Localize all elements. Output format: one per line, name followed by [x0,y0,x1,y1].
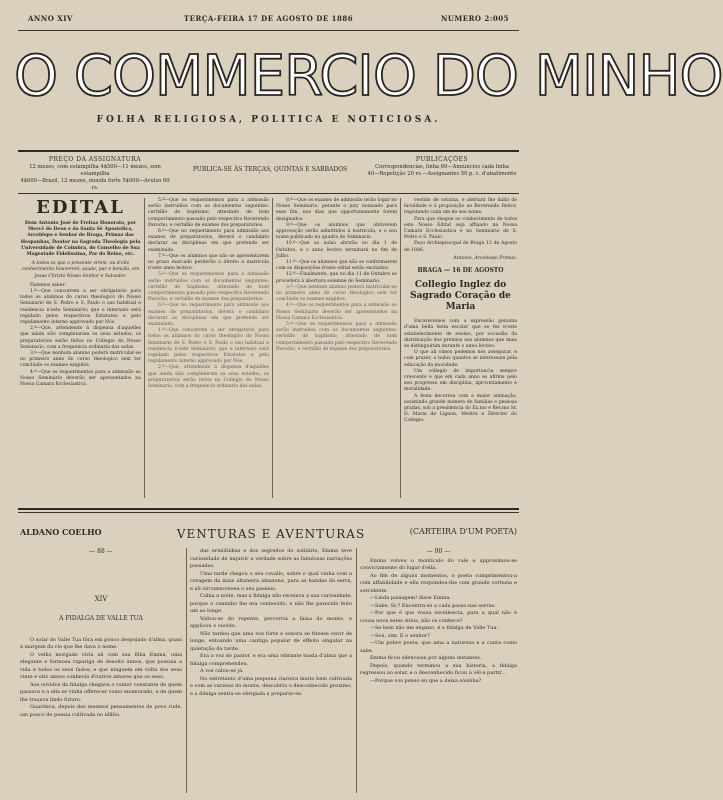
feuil-c3-para-6: —Se bem não me engano, é a fidalga de Valle Tua. [370,625,499,631]
feuil-c1-para-3: Aos ouvidos da fidalga chegava o rumor constante de quem passava e a ella se vinha offerecer como enamorado, e de quem lhe traçava lindo futuro. [20,681,182,703]
feuil-c1-para-4: Guardava, depois dos mesmos pensamentos de povo rude, um pouco de poesia cultivada no idillio. [20,704,182,718]
feuil-c2-para-6: Era a voz do pastor, e era uma vibrante toada d'alma que a fidalga comprehendeu. [190,653,352,667]
column-fade [276,492,397,498]
edital-title: EDITAL [36,197,125,218]
col2-para-1: 5.º—Que os requerimentos para a admissão serão instruidos com os documentos seguintes: certidão de baptismo, attestado de bom comportamento passado pelo respectivo Reverendo Parocho, e certidão de exames dos preparatorios. [148,198,269,228]
col2-para-7: 2.º—Que, attendendo á dispensa d'aquelles que ainda não completaram os seus estudos, os preparatorios serão feitos no Collegio do Nosso Seminario, com a frequencia ordinaria das aulas. [148,365,269,390]
feuilleton-page-right: — 90 — [426,548,451,555]
feuilleton-rule-thin [18,512,519,513]
column-divider [400,198,401,498]
front-columns [20,198,517,498]
feuil-c3-para-10: Depois, quando terminou a sua historia, a fidalga regressou ao solar, e o desconhecido ficou a vêl-a partir... [360,662,517,676]
top-rule [18,30,519,31]
column-fade [20,492,141,498]
infobar-rule [18,193,519,194]
edital-body-4: 3.º—Que nenhum alumno poderá matricular-se no primeiro anno do curso theologico sem ter concluido os exames exigidos. [20,351,141,369]
col2-para-3: 7.º—Que os alumnos que não se apresentarem no prazo marcado perderão o direito á matricula n'este anno lectivo. [148,253,269,272]
col3-para-8: 5.º—Que os requerimentos para a admissão serão instruidos com os documentos seguintes: certidão de baptismo, attestado de bom comportamento passado pelo respectivo Reverendo Parocho, e certidão de exames dos preparatorios. [276,322,397,352]
column-1 [20,198,141,498]
publication-days: PUBLICA-SE ÁS TERÇAS, QUINTAS E SABBADOS [192,166,348,173]
feuilleton-title: VENTURAS E AVENTURAS [176,527,366,541]
column-divider [272,198,273,498]
col3-para-2: 9.º—Que os alumnos que obtiverem approvação serão admittidos á matricula, e o seu nome publicado no quadro do Seminario. [276,222,397,241]
feuil-c3-para-11: —Porque vos penso eu que a deixa sósinha? [370,677,482,684]
column-2 [148,198,269,498]
feuil-c1-para-1: O solar do Valle Tua fôra em pouco despojado d'alma, quasi á margem do rio que lhe dava o nome. [20,636,182,650]
feuil-c3-para-7: —Sou, sim. E o senhor? [370,632,430,639]
column-4 [404,198,517,498]
col3-para-3: 10.º—Que as aulas abrirão no dia 1 de Outubro, e o anno lectivo terminará no fim de Julho. [276,241,397,259]
subscription-line-2: 4$000—Brazil, 12 mezes, moeda forte 5$000—Avulso 60 rs. [20,178,170,191]
subscription-price-box [20,156,170,192]
issue-year: ANNO XIV [28,14,73,23]
feuilleton-divider [186,548,187,793]
publications-title: PUBLICAÇÕES [415,156,469,163]
feuilleton-rule [18,508,519,510]
feuil-c2-para-1: das ermidinhas e dos segredos do solitário, Emma teve curiosidade de inquirir a verdade sobre as fabulosas narrações passadas. [190,548,352,569]
publications-box [367,156,517,178]
edital-body-1: Fazemos saber: [30,282,67,288]
col3-para-6: 3.º—Que nenhum alumno poderá matricular-se no primeiro anno do curso theologico sem ter concluido os exames exigidos. [276,284,397,303]
edital-quote: A todos os que o presente virem, ou d'elle conhecimento houverem, saude, paz e benção, em Jesus Christo Nosso Senhor e Salvador. [21,261,140,279]
masthead-rule [18,150,519,152]
edital-body-3: 2.º—Que, attendendo á dispensa d'aquelles que ainda não completaram os seus estudos, os preparatorios serão feitos no Collegio do Nosso Seminario, com a frequencia ordinaria das aulas. [20,326,141,350]
feuilleton-column-1 [20,548,182,793]
braga-para-3: Um collegio de importancia sempre crescente e que em cada anno se afirma pelo seu progresso em disciplina, aproveitamento e moralidade. [404,368,517,393]
col2-para-2: 6.º—Que no requerimento para admissão aos exames de preparatorios, deverá o candidato declarar as disciplinas em que pretende ser examinado. [148,229,269,253]
feuil-c2-para-5: Não tardou que uma voz forte e sonora se fizesse ouvir de longe, entoando uma cantiga popular de effeito singular na quietação da tarde. [190,630,352,652]
feuil-c3-para-9: Emma ficou silenciosa por alguns instantes. [370,655,482,661]
feuil-c3-para-3: —Linda paisagem! disse Emma. [370,595,451,601]
feuil-c3-para-1: Emma volveu o montículo do vale e approximou-se convictamente do lugar d'ella. [360,557,517,571]
feuilleton-column-3 [360,548,517,793]
feuil-c1-para-2: O velho morgado vivia ali com sua filha Emma, uma elegante e formosa rapariga de desoito annos, que possuia a vida e todos os seus fados; e que ninguem em volta dos seus vinte e oito annos conhecia d'outros amores que os seus. [20,651,182,680]
feuil-c2-para-4: Voltou-se do repente, percorria a faixa do monte, e applicou o ouvido. [190,615,352,629]
feuil-c2-para-7: A voz calou-se já. [200,668,244,674]
column-fade [404,492,517,498]
chapter-number: XIV [94,594,108,603]
top-info-line [28,14,509,26]
feuilleton-columns [20,548,517,793]
masthead-subtitle: FOLHA RELIGIOSA, POLITICA E NOTICIOSA. [96,115,441,125]
braga-para-1: Encarecemos com a expressão genuina d'uma bella festa escolar que se fez n'este estabelecimento de ensino, por occasião da distribuição dos premios aos alumnos que mais se distinguiram durante o anno lectivo. [404,319,517,350]
col4-para-3: Paço Archiepiscopal de Braga 12 de Agosto de 1886. [404,241,517,253]
col4-signature: Antonio, Arcebispo Primaz. [453,255,517,261]
braga-dateline: BRAGA — 16 DE AGOSTO [417,267,504,275]
col2-para-5: 6.º—Que no requerimento para admissão aos exames de preparatorios, deverá o candidato declarar as disciplinas em que pretende ser examinado. [148,303,269,328]
edital-body-5: 4.º—Que os requerimentos para a admissão ao Nosso Seminario deverão ser apresentados na Nossa Camara Ecclesiastica. [20,369,141,388]
col2-para-4: 5.º—Que os requerimentos para a admissão serão instruidos com os documentos seguintes: certidão de baptismo, attestado de bom comportamento passado pelo respectivo Reverendo Parocho, e certidão de exames dos preparatorios. [148,272,269,303]
feuil-c3-para-4: —Sabe, Sr.? Encontra-se a cada passo nas serras. [370,602,496,609]
col4-para-1: vestido de sotaina, e alertará lhe dalla de faculdade e á proposição ao Reverendo Reitor, registando cada um do seu nome. [404,198,517,216]
col3-para-7: 4.º—Que os requerimentos para a admissão ao Nosso Seminario deverão ser apresentados na Nossa Camara Ecclesiastica. [276,303,397,321]
feuil-c2-para-8: No entretanto d'uma pequena clareira muito bem cultivada e com as varzeas do monte, descobriu o desconhecido proximo, e a fidalga sentiu-se obrigada a preparar-se. [190,675,352,697]
column-divider [144,198,145,498]
feuil-c2-para-2: Uma tarde chegou o seu cavallo, sobre o qual vinha com a coragem da mais altaneira amazona, para as bandas da serra, e ali circumscreveu o seu passeio. [190,570,352,592]
col4-para-2: Para que chegue ao conhecimento de todos este Nosso Edital seja affixado na Nossa Camara Ecclesiastica e no Seminario de S. Pedro e S. Paulo. [404,216,517,241]
feuilleton-header [20,527,517,541]
braga-para-4: A festa decorreu com a maior animação, assistindo grande numero de familias e pessoas gradas, sob a presidencia do Ex.mo e Rev.mo Sr. D. Maria de Lignon, Mestre e Director do Collegio. [404,393,517,424]
feuilleton-divider [356,548,357,793]
col3-para-5: 12.º—Finalmente, que no dia 11 de Outubro se procederá á abertura solemne do Seminario. [276,272,397,284]
subscription-bar [20,156,517,192]
issue-number: NUMERO 2:005 [440,14,509,23]
edital-intro: Dom Antonio José de Freitas Honorato, por Mercê de Deus e da Santa Sé Apostolica, Arcebispo e Senhor de Braga, Primaz das Hespanhas, Doutor na Sagrada Theologia pela Universidade de Coimbra, do Conselho de Sua Magestade Fidelissima, Par do Reino, etc. [20,221,141,258]
publications-line-2: 40—Repetição 20 rs.—Assignantes 50 p. c. d'abatimento [367,171,517,177]
feuilleton-column-2 [190,548,352,793]
issue-date: TERÇA-FEIRA 17 DE AGOSTO DE 1886 [183,14,354,23]
col3-para-4: 11.º—Que os alumnos que não se conformarem com as disposições d'este edital serão excluidos. [276,260,397,272]
braga-para-2: O que ali vimos podemos nós assegurar, e com prazer, a todos quantos se interessam pela educação da mocidade. [404,350,517,368]
feuil-c3-para-5: —Por que é que vossa excellencia, para a qual não é cousa nova estes sitios, não os conhece? [360,610,517,624]
feuilleton-subtitle: (CARTEIRA D'UM POETA) [409,527,517,536]
feuil-c2-para-3: Cahia a noite, mas a fidalga não receiava a sua curiosidade, porque o caminho lhe era conhecido, e não lhe parecido feito um ao longe. [190,593,353,614]
subscription-line-1: 12 mezes, com estampilha 4$500—11 mezes, sem estampilha [29,164,161,177]
feuil-c3-para-2: Ao fim de alguns momentos, o poeta cumprimentou-a com affabilidade e ella respondeu-lhe com grande cortezia e sorridente. [360,572,517,594]
subscription-title: PREÇO DA ASSIGNATURA [48,156,142,163]
feuil-c3-para-8: —Um pobre poeta, que ama a natureza e a canta como sabe. [360,640,517,654]
masthead-title: O COMMERCIO DO MINHO [14,44,723,109]
column-3 [276,198,397,498]
col2-para-6: 1.º—Que concorrem a ser obrigatorio para todos os alumnos do curso theologico do Nosso Seminario de S. Pedro e S. Paulo o uso habitual e residencia n'este Seminario; que o internato será regulado pelos respectivos Estatutos e pelo regulamento interno approvado por Nós. [148,328,269,365]
chapter-title: A FIDALGA DE VALLE TUA [59,615,143,622]
braga-heading: Collegio Inglez do Sagrado Coração de Maria [410,280,511,313]
feuilleton-author: ALDANO COELHO [20,527,102,537]
edital-body-2: 1.º—Que concorrem a ser obrigatorio para todos os alumnos do curso theologico do Nosso Seminario de S. Pedro e S. Paulo o uso habitual e residencia n'este Seminario; que o internato será regulado pelos respectivos Estatutos e pelo regulamento interno approvado por Nós. [20,289,141,326]
column-fade [148,492,269,498]
feuilleton-page-left: — 88 — [89,548,113,555]
publications-line-1: Correspondencias, linha 60—Annuncios cada linha [375,164,509,170]
col3-para-1: 8.º—Que os exames de admissão terão logar no Nosso Seminario, perante o jury nomeado para esse fim, nos dias que opportunamente forem designados. [276,198,397,222]
